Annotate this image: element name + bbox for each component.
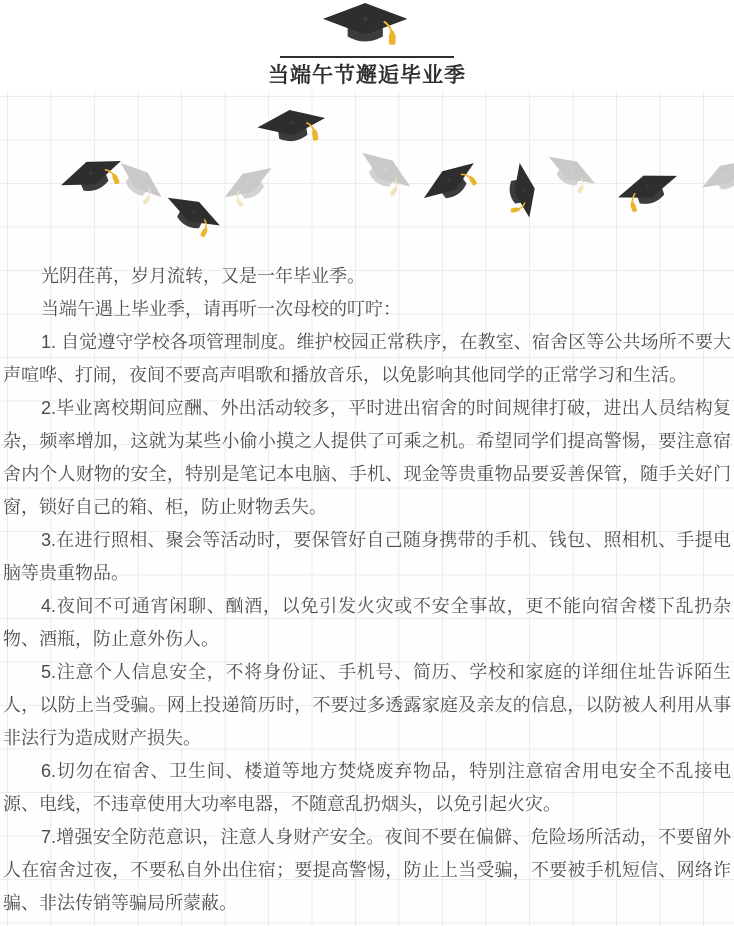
- graduation-cap-icon: [53, 144, 133, 206]
- article-paragraph: 7.增强安全防范意识，注意人身财产安全。夜间不要在偏僻、危险场所活动，不要留外人在宿舍过夜，不要私自外出住宿；要提高警惕，防止上当受骗，不要被手机短信、网络诈骗、非法传销等骗局所蒙蔽。: [3, 827, 731, 913]
- graduation-cap-icon: [501, 160, 544, 225]
- graduation-cap-icon: [539, 143, 605, 200]
- article-paragraph: 4.夜间不可通宵闲聊、酗酒，以免引发火灾或不安全事故，更不能向宿舍楼下乱扔杂物、酒瓶，防止意外伤人。: [3, 596, 731, 649]
- article-header: [0, 0, 734, 90]
- graduation-cap-icon: [694, 146, 734, 203]
- title-divider: [280, 56, 454, 58]
- article-paragraph: 光阴荏苒，岁月流转，又是一年毕业季。: [41, 266, 365, 286]
- graduation-cap-icon: [413, 147, 488, 215]
- article-paragraph: 1. 自觉遵守学校各项管理制度。维护校园正常秩序，在教室、宿舍区等公共场所不要大声喧哗、打闹，夜间不要高声唱歌和播放音乐，以免影响其他同学的正常学习和生活。: [3, 332, 731, 385]
- graduation-cap-icon: [321, 2, 413, 42]
- article-paragraph: 2.毕业离校期间应酬、外出活动较多，平时进出宿舍的时间规律打破，进出人员结构复杂，频率增加，这就为某些小偷小摸之人提供了可乘之机。希望同学们提高警惕，要注意宿舍内个人财物的安全，特别是笔记本电脑、手机、现金等贵重物品要妥善保管，随手关好门窗，锁好自己的箱、柜，防止财物丢失。: [3, 398, 731, 517]
- article-body: [0, 90, 734, 926]
- article-paragraphs: [0, 260, 734, 920]
- graduation-cap-icon: [214, 155, 283, 215]
- graduation-cap-icon: [253, 99, 332, 150]
- article-paragraph: 当端午遇上毕业季，请再听一次母校的叮咛：: [41, 299, 401, 319]
- graduation-cap-icon: [350, 139, 423, 205]
- caps-banner: [0, 90, 734, 252]
- article-paragraph: 3.在进行照相、聚会等活动时，要保管好自己随身携带的手机、钱包、照相机、手提电脑等贵重物品。: [3, 530, 731, 583]
- page-title: 当端午节邂逅毕业季: [268, 64, 466, 87]
- article-paragraph: 6.切勿在宿舍、卫生间、楼道等地方焚烧废弃物品，特别注意宿舍用电安全不乱接电源、电线，不违章使用大功率电器，不随意乱扔烟头，以免引起火灾。: [3, 761, 731, 814]
- graduation-cap-icon: [609, 160, 686, 219]
- article-paragraph: 5.注意个人信息安全，不将身份证、手机号、简历、学校和家庭的详细住址告诉陌生人，以防上当受骗。网上投递简历时，不要过多透露家庭及亲友的信息，以防被人利用从事非法行为造成财产损失。: [3, 662, 731, 748]
